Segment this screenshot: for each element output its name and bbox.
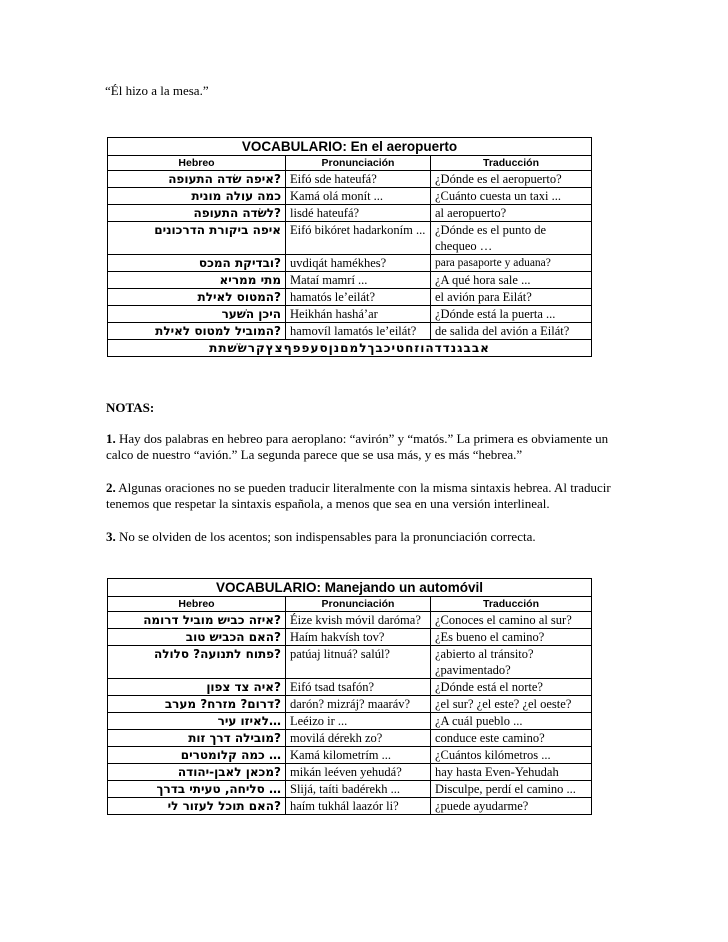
note-number: 2. xyxy=(106,480,116,495)
hebrew-cell: ?לשׂדה התעופה xyxy=(108,205,286,222)
table-header-row xyxy=(108,597,592,612)
hebrew-alphabet: אבבגנדדהוזחטיכבךלמםנןסעפפףצץקרשׂשׁתת xyxy=(108,340,592,357)
translation-cell: ¿Cuánto cuesta un taxi ... xyxy=(431,188,592,205)
pronunciation-cell: Eifó sde hateufá? xyxy=(286,171,431,188)
pronunciation-cell: Kamá olá monít ... xyxy=(286,188,431,205)
hebrew-cell: ?דרום? מזרח? מערב xyxy=(108,696,286,713)
table-row xyxy=(108,629,592,646)
table-title-row xyxy=(108,138,592,156)
note-text: Algunas oraciones no se pueden traducir literalmente con la misma sintaxis hebrea. Al traducir tenemos que respetar la sintaxis española, a menos que sea en una versión interlineal. xyxy=(106,480,611,511)
pronunciation-cell: patúaj litnuá? salúl? xyxy=(286,646,431,679)
note-1 xyxy=(106,431,626,463)
hebrew-cell: ?איזה כביש מוביל דרומה xyxy=(108,612,286,629)
hebrew-cell: ?האם תוכל לעזור לי xyxy=(108,798,286,815)
table-row xyxy=(108,798,592,815)
translation-cell: de salida del avión a Eilát? xyxy=(431,323,592,340)
translation-cell: ¿Dónde es el punto de chequeo … xyxy=(431,222,592,255)
hebrew-cell: ?המטוס לאילת xyxy=(108,289,286,306)
pronunciation-cell: Leéizo ir ... xyxy=(286,713,431,730)
table-row xyxy=(108,679,592,696)
column-header-hebrew: Hebreo xyxy=(108,597,286,612)
translation-cell: ¿puede ayudarme? xyxy=(431,798,592,815)
translation-cell: ¿A qué hora sale ... xyxy=(431,272,592,289)
table-row xyxy=(108,730,592,747)
table-row xyxy=(108,323,592,340)
pronunciation-cell: lisdé hateufá? xyxy=(286,205,431,222)
table-row xyxy=(108,747,592,764)
hebrew-cell: מתי ממריא xyxy=(108,272,286,289)
pronunciation-cell: Eifó tsad tsafón? xyxy=(286,679,431,696)
translation-cell: ¿Dónde está el norte? xyxy=(431,679,592,696)
hebrew-cell: איפה ביקורת הדרכונים xyxy=(108,222,286,255)
note-3 xyxy=(106,529,626,545)
table-row xyxy=(108,272,592,289)
pronunciation-cell: Eifó bikóret hadarkoním ... xyxy=(286,222,431,255)
pronunciation-cell: Mataí mamrí ... xyxy=(286,272,431,289)
hebrew-cell: ?איה צד צפון xyxy=(108,679,286,696)
pronunciation-cell: haím tukhál laazór li? xyxy=(286,798,431,815)
translation-cell: el avión para Eilát? xyxy=(431,289,592,306)
pronunciation-cell: Slijá, taíti badérekh ... xyxy=(286,781,431,798)
table-row xyxy=(108,188,592,205)
translation-cell: ¿Conoces el camino al sur? xyxy=(431,612,592,629)
pronunciation-cell: uvdiqát hamékhes? xyxy=(286,255,431,272)
translation-cell: conduce este camino? xyxy=(431,730,592,747)
translation-cell: ¿Dónde es el aeropuerto? xyxy=(431,171,592,188)
table-row xyxy=(108,612,592,629)
hebrew-cell: ?ובדיקת המכס xyxy=(108,255,286,272)
vocab-table-driving xyxy=(107,578,592,815)
table-row xyxy=(108,255,592,272)
hebrew-cell: …לאיזו עיר xyxy=(108,713,286,730)
table-row xyxy=(108,306,592,323)
translation-cell: ¿A cuál pueblo ... xyxy=(431,713,592,730)
note-number: 1. xyxy=(106,431,116,446)
table-row xyxy=(108,781,592,798)
vocab-table-airport xyxy=(107,137,592,357)
table-row xyxy=(108,205,592,222)
note-number: 3. xyxy=(106,529,116,544)
pronunciation-cell: Kamá kilometrím ... xyxy=(286,747,431,764)
column-header-pronunciation: Pronunciación xyxy=(286,597,431,612)
hebrew-cell: היכן השׁער xyxy=(108,306,286,323)
column-header-pronunciation: Pronunciación xyxy=(286,156,431,171)
hebrew-cell: ?איפה שׂדה התעופה xyxy=(108,171,286,188)
translation-cell: al aeropuerto? xyxy=(431,205,592,222)
pronunciation-cell: movilá dérekh zo? xyxy=(286,730,431,747)
table-header-row xyxy=(108,156,592,171)
hebrew-cell: ?מובילה דרך זות xyxy=(108,730,286,747)
table-title: VOCABULARIO: Manejando un automóvil xyxy=(108,579,592,597)
pronunciation-cell: mikán leéven yehudá? xyxy=(286,764,431,781)
pronunciation-cell: hamovíl lamatós le’eilát? xyxy=(286,323,431,340)
translation-cell: ¿Dónde está la puerta ... xyxy=(431,306,592,323)
pronunciation-cell: Heikhán hashá’ar xyxy=(286,306,431,323)
hebrew-cell: … כמה קלומטרים xyxy=(108,747,286,764)
note-text: Hay dos palabras en hebreo para aeroplano: “avirón” y “matós.” La primera es obviamente un calco de nuestro “avión.” La segunda parece que se usa más, y es más “hebrea.” xyxy=(106,431,609,462)
translation-cell: ¿Cuántos kilómetros ... xyxy=(431,747,592,764)
table-row xyxy=(108,171,592,188)
pronunciation-cell: Haím hakvísh tov? xyxy=(286,629,431,646)
table-title-row xyxy=(108,579,592,597)
note-2 xyxy=(106,480,626,512)
pronunciation-cell: hamatós le’eilát? xyxy=(286,289,431,306)
pronunciation-cell: Éize kvish móvil daróma? xyxy=(286,612,431,629)
table-row xyxy=(108,764,592,781)
table-row xyxy=(108,222,592,255)
pronunciation-cell: darón? mizráj? maaráv? xyxy=(286,696,431,713)
hebrew-cell: ?המוביל למטוס לאילת xyxy=(108,323,286,340)
translation-cell: hay hasta Even-Yehudah xyxy=(431,764,592,781)
notes-heading: NOTAS: xyxy=(106,400,155,415)
column-header-translation: Traducción xyxy=(431,156,592,171)
hebrew-cell: ?האם הכביש טוב xyxy=(108,629,286,646)
column-header-translation: Traducción xyxy=(431,597,592,612)
column-header-hebrew: Hebreo xyxy=(108,156,286,171)
hebrew-cell: כמה עולה מונית xyxy=(108,188,286,205)
table-row xyxy=(108,696,592,713)
hebrew-cell: ?פתוח לתנועה? סלולה xyxy=(108,646,286,679)
translation-cell: para pasaporte y aduana? xyxy=(431,255,592,272)
alphabet-row xyxy=(108,340,592,357)
table-title: VOCABULARIO: En el aeropuerto xyxy=(108,138,592,156)
translation-cell: ¿el sur? ¿el este? ¿el oeste? xyxy=(431,696,592,713)
note-text: No se olviden de los acentos; son indispensables para la pronunciación correcta. xyxy=(115,529,536,544)
translation-cell: ¿abierto al tránsito? ¿pavimentado? xyxy=(431,646,592,679)
quote-text: “Él hizo a la mesa.” xyxy=(105,83,209,98)
table-row xyxy=(108,289,592,306)
table-row xyxy=(108,646,592,679)
translation-cell: Disculpe, perdí el camino ... xyxy=(431,781,592,798)
table-row xyxy=(108,713,592,730)
hebrew-cell: … סליחה, טעיתי בדרך xyxy=(108,781,286,798)
hebrew-cell: ?מכאן לאבן-יהודה xyxy=(108,764,286,781)
translation-cell: ¿Es bueno el camino? xyxy=(431,629,592,646)
